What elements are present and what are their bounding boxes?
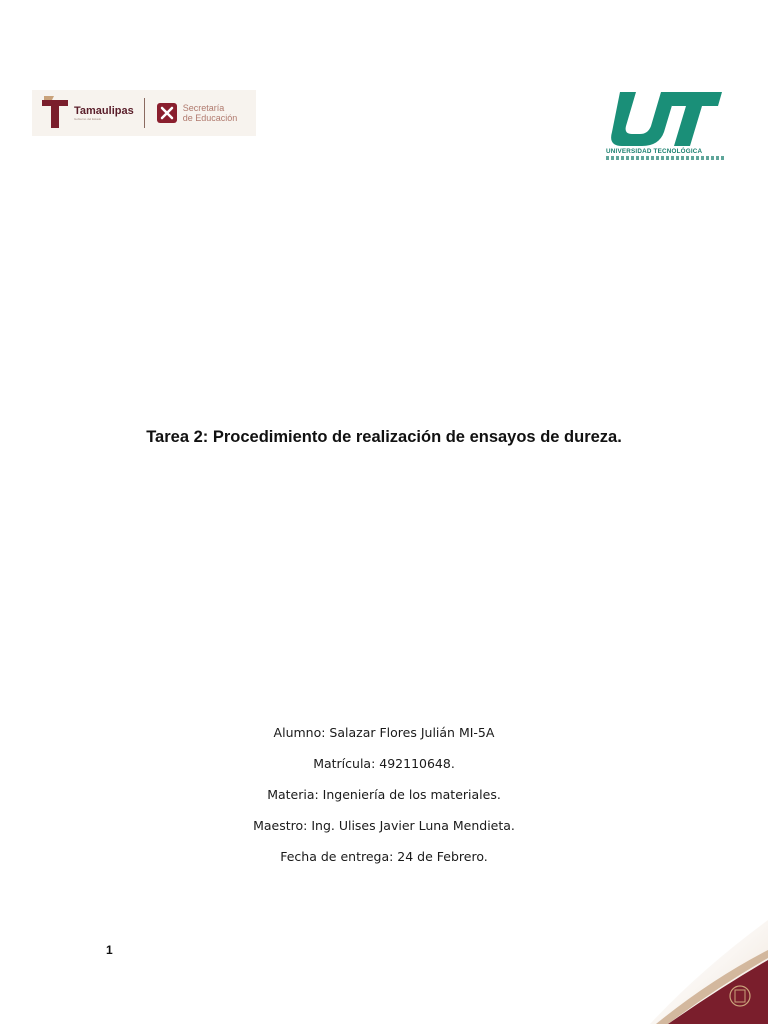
maestro-line: Maestro: Ing. Ulises Javier Luna Mendieta. [253,818,515,833]
tamaulipas-sep-logo [32,90,256,136]
sep-logo-text [183,103,238,123]
materia-line: Materia: Ingeniería de los materiales. [267,787,501,802]
page-number: 1 [106,943,113,957]
corner-decoration [560,880,768,1024]
tamaulipas-logo-text: Tamaulipas [74,105,134,117]
sep-logo-icon [157,103,177,123]
ut-logo-caption: UNIVERSIDAD TECNOLÓGICA [606,148,703,155]
tamaulipas-logo-icon [38,94,72,132]
alumno-line: Alumno: Salazar Flores Julián MI-5A [273,725,495,740]
document-title: Tarea 2: Procedimiento de realización de ensayos de dureza. [146,428,622,446]
tamaulipas-logo-subtext: Gobierno del Estado [74,117,102,121]
ut-logo-subcaption [606,156,724,160]
fecha-line: Fecha de entrega: 24 de Febrero. [280,849,488,864]
sep-logo-line1: Secretaría [182,103,225,113]
matricula-line: Matrícula: 492110648. [313,756,455,771]
logo-divider [144,98,145,128]
sep-logo-line2: de Educación [182,113,238,123]
